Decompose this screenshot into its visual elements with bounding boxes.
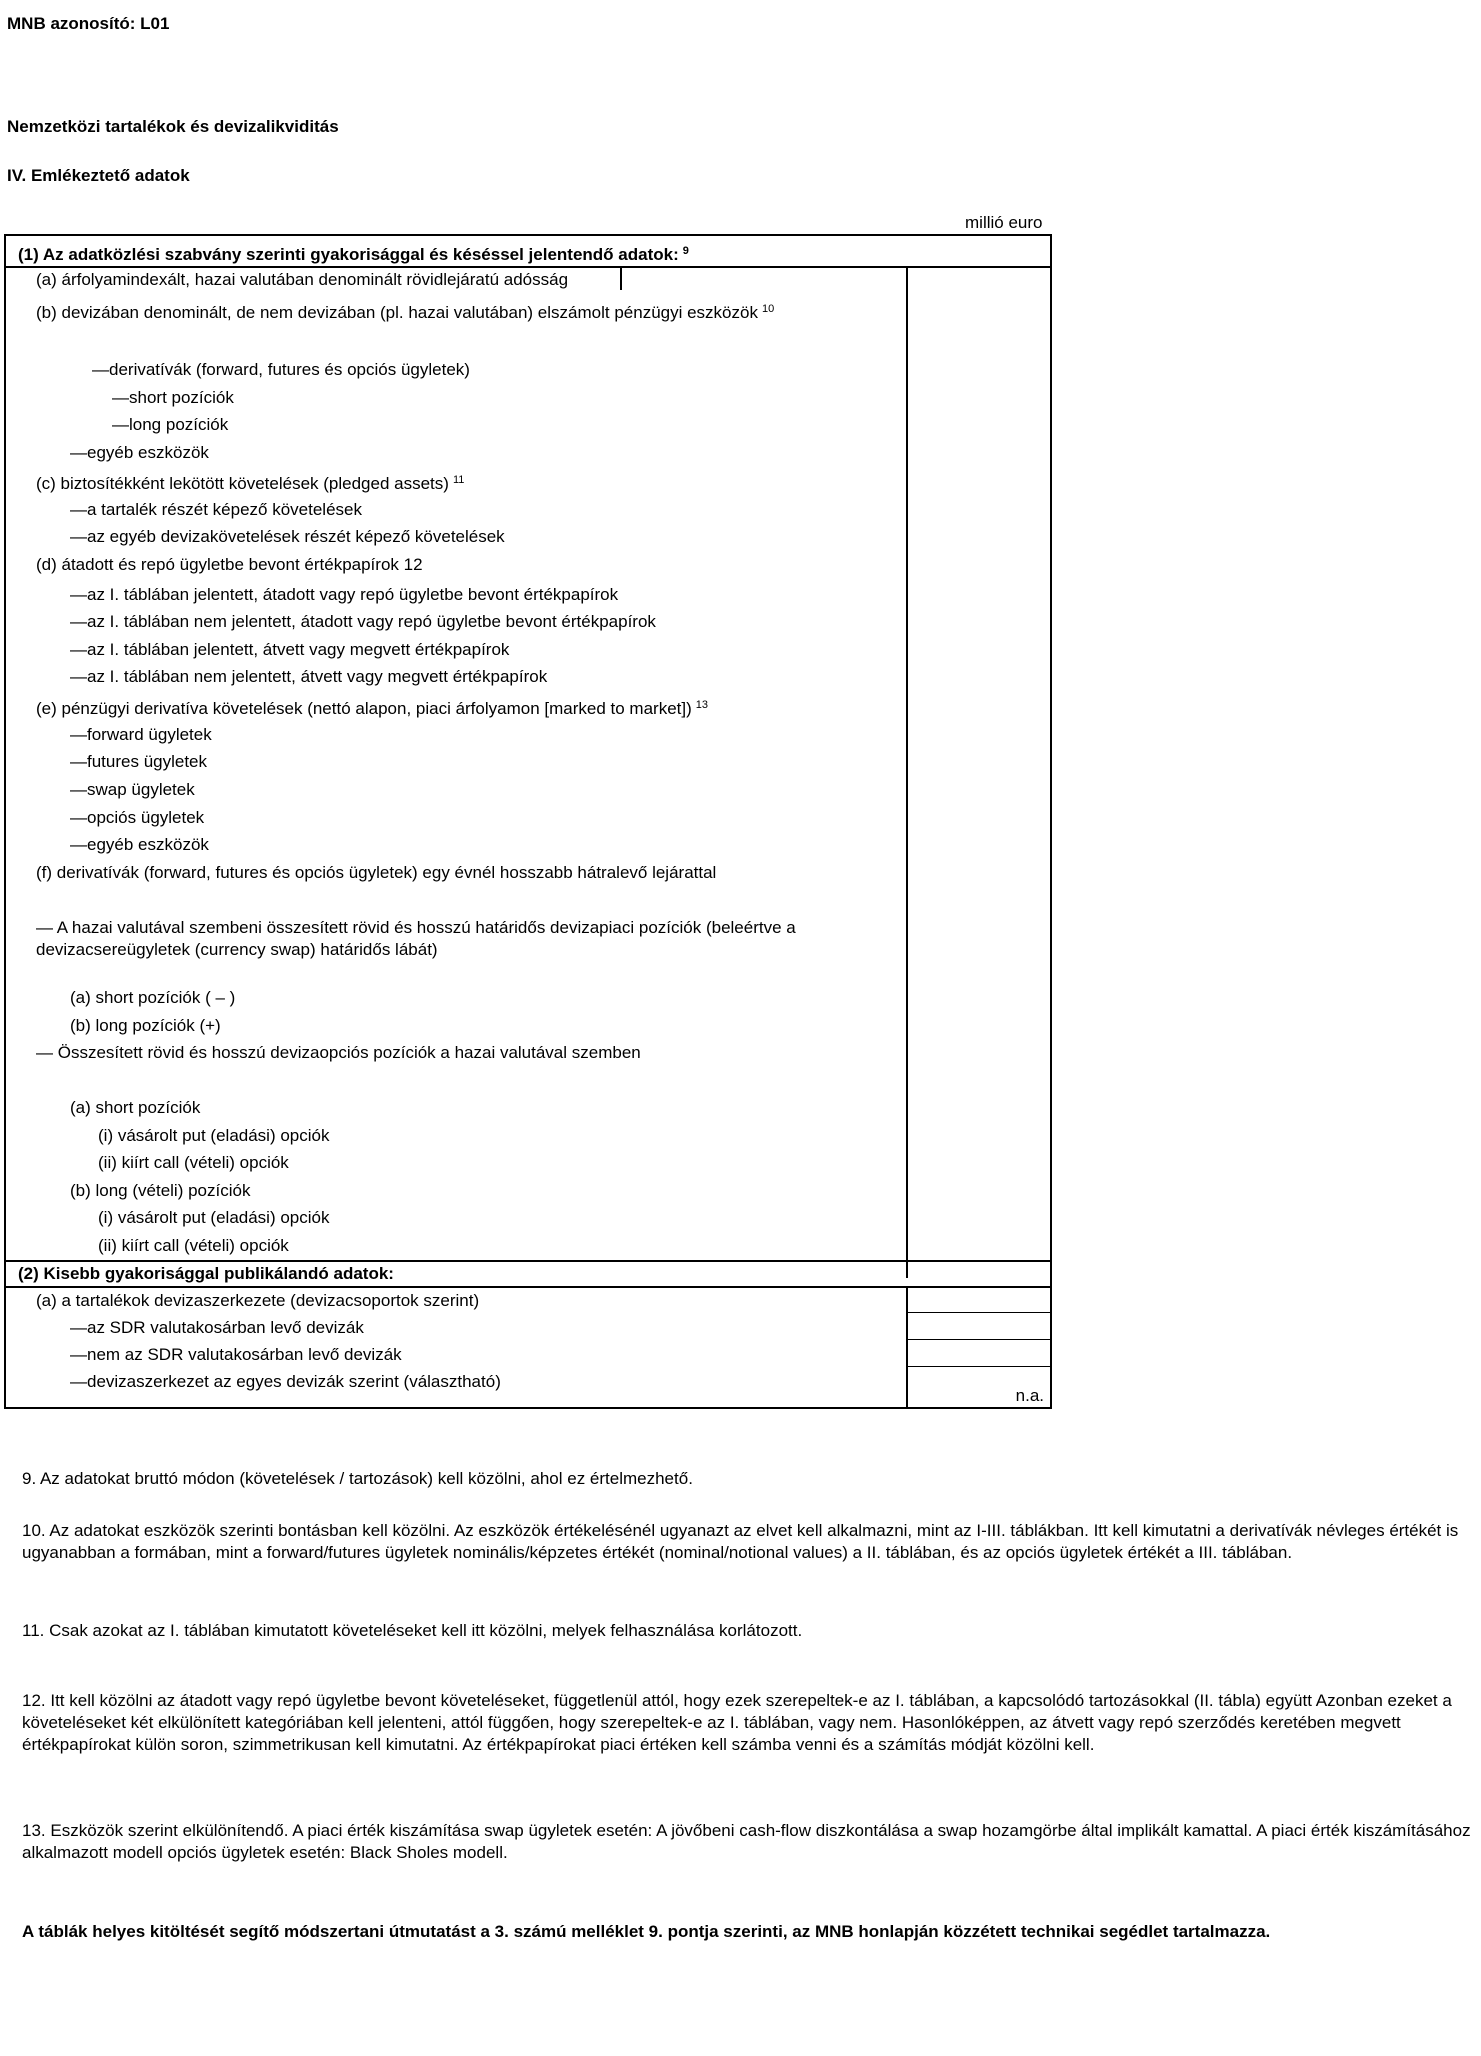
row-short-written-call: (ii) kiírt call (vételi) opciók — [98, 1153, 289, 1172]
footnote-13: 13. Eszközök szerint elkülönítendő. A piaci érték kiszámítása swap ügyletek esetén: A jövőbeni cash-flow diszkontálása a swap hozamgörbe által implikált kamattal. A piaci érték kiszámításához alkalmazott modell opciós ügyletek esetén: Black Sholes modell. — [22, 1821, 1471, 1862]
row-option-short: (a) short pozíciók — [70, 1098, 201, 1117]
row-reserve-claims: —a tartalék részét képező követelések — [70, 500, 362, 519]
row-derivatives: —derivatívák (forward, futures és opciós ügyletek) — [92, 360, 470, 379]
row-a-fx-indexed-debt: (a) árfolyamindexált, hazai valutában denominált rövidlejáratú adósság — [36, 270, 569, 289]
section1-heading: (1) Az adatközlési szabvány szerinti gyakorisággal és késéssel jelentendő adatok: $^9$ — [18, 245, 689, 264]
row-short-positions: —short pozíciók — [112, 388, 234, 407]
row-long-written-call: (ii) kiírt call (vételi) opciók — [98, 1236, 289, 1255]
row-other-assets-e: —egyéb eszközök — [70, 835, 209, 854]
row-d-securities-lent: (d) átadott és repó ügyletbe bevont értékpapírok 12 — [36, 555, 423, 574]
document-id: MNB azonosító: L01 — [7, 14, 170, 33]
row-d-item-4: —az I. táblában nem jelentett, átvett vagy megvett értékpapírok — [70, 667, 548, 686]
row-other-assets: —egyéb eszközök — [70, 443, 209, 462]
row-f-long-maturity-derivatives: (f) derivatívák (forward, futures és opciós ügyletek) egy évnél hosszabb hátralevő lejárattal — [36, 863, 717, 882]
footnote-9: 9. Az adatokat bruttó módon (követelések / tartozások) kell közölni, ahol ez értelmezhető. — [22, 1469, 693, 1488]
memo-items-table — [4, 234, 1052, 1409]
section2-heading: (2) Kisebb gyakorisággal publikálandó adatok: — [18, 1264, 394, 1283]
divider — [6, 1286, 1050, 1288]
footnote-12: 12. Itt kell közölni az átadott vagy repó ügyletbe bevont követeléseket, függetlenül attól, hogy ezek szerepeltek-e az I. táblában, a kapcsolódó tartozásokkal (II. tábla) együtt Azonban ezeket a követeléseket két elkülönített kategóriában kell jelenteni, attól függően, hogy szerepeltek-e az I. táblában, vagy nem. Hasonlóképpen, az átvett vagy repó szerződés keretében megvett értékpapírokat külön soron, szimmetrikusan kell kimutatni. Az értékpapírokat piaci értéken kell számba venni és a számítás módját közölni kell. — [22, 1691, 1452, 1754]
row-long-bought-put: (i) vásárolt put (eladási) opciók — [98, 1208, 330, 1227]
row-currency-breakdown: —devizaszerkezet az egyes devizák szerint (választható) — [70, 1372, 501, 1391]
row-options: —opciós ügyletek — [70, 808, 205, 827]
divider — [6, 266, 1050, 268]
row-short-bought-put: (i) vásárolt put (eladási) opciók — [98, 1126, 330, 1145]
footnote-11: 11. Csak azokat az I. táblában kimutatott követeléseket kell itt közölni, melyek felhasználása korlátozott. — [22, 1621, 803, 1640]
unit-label: millió euro — [965, 213, 1043, 232]
row-long-positions-plus: (b) long pozíciók (+) — [70, 1016, 221, 1035]
row-sdr-currencies: —az SDR valutakosárban levő devizák — [70, 1318, 364, 1337]
row-swap: —swap ügyletek — [70, 780, 195, 799]
value-cell-border — [906, 1339, 1050, 1340]
value-na: n.a. — [1015, 1386, 1044, 1405]
value-column-divider — [906, 1286, 908, 1409]
row-option-long: (b) long (vételi) pozíciók — [70, 1181, 251, 1200]
row-d-item-1: —az I. táblában jelentett, átadott vagy repó ügyletbe bevont értékpapírok — [70, 585, 619, 604]
divider — [6, 1260, 1050, 1262]
value-cell-border — [906, 1366, 1050, 1367]
row-forward: —forward ügyletek — [70, 725, 212, 744]
row-other-fx-claims: —az egyéb devizakövetelések részét képező követelések — [70, 527, 505, 546]
footer-note: A táblák helyes kitöltését segítő módszertani útmutatást a 3. számú melléklet 9. pontja szerinti, az MNB honlapján közzétett technikai segédlet tartalmazza. — [22, 1922, 1271, 1941]
cell-marker — [620, 266, 622, 290]
footnote-10: 10. Az adatokat eszközök szerinti bontásban kell közölni. Az eszközök értékelésénél ugyanazt az elvet kell alkalmazni, mint az I-III. táblákban. Itt kell kimutatni a derivatívák névleges értékét is ugyanabban a formában, mint a forward/futures ügyletek nominális/képzetes értékét (nominal/notional values) a II. táblában, és az opciós ügyletek értékét a III. táblában. — [22, 1521, 1459, 1562]
row-reserve-currency-structure: (a) a tartalékok devizaszerkezete (devizacsoportok szerint) — [36, 1291, 480, 1310]
row-fx-option-positions: — Összesített rövid és hosszú devizaopciós pozíciók a hazai valutával szemben — [36, 1043, 641, 1062]
row-d-item-3: —az I. táblában jelentett, átvett vagy megvett értékpapírok — [70, 640, 510, 659]
value-cell-border — [906, 1312, 1050, 1313]
row-futures: —futures ügyletek — [70, 752, 208, 771]
row-fx-positions-line1: — A hazai valutával szembeni összesített rövid és hosszú határidős devizapiaci pozíciók (beleértve a — [36, 918, 796, 937]
row-short-positions-minus: (a) short pozíciók ( – ) — [70, 988, 236, 1007]
row-e-financial-derivatives: (e) pénzügyi derivatíva követelések (nettó alapon, piaci árfolyamon [marked to market]) $^{13}$ — [36, 699, 709, 718]
row-d-item-2: —az I. táblában nem jelentett, átadott vagy repó ügyletbe bevont értékpapírok — [70, 612, 656, 631]
value-column-divider — [906, 266, 908, 1278]
row-c-pledged-assets: (c) biztosítékként lekötött követelések (pledged assets) $^{11}$ — [36, 474, 465, 493]
row-b-fx-denominated-assets: (b) devizában denominált, de nem devizában (pl. hazai valutában) elszámolt pénzügyi eszközök $^{10}$ — [36, 303, 775, 322]
document-title: Nemzetközi tartalékok és devizalikviditás — [7, 117, 339, 136]
row-non-sdr-currencies: —nem az SDR valutakosárban levő devizák — [70, 1345, 402, 1364]
row-fx-positions-line2: devizacsereügyletek (currency swap) határidős lábát) — [36, 940, 438, 959]
row-long-positions: —long pozíciók — [112, 415, 229, 434]
section-title: IV. Emlékeztető adatok — [7, 166, 190, 185]
